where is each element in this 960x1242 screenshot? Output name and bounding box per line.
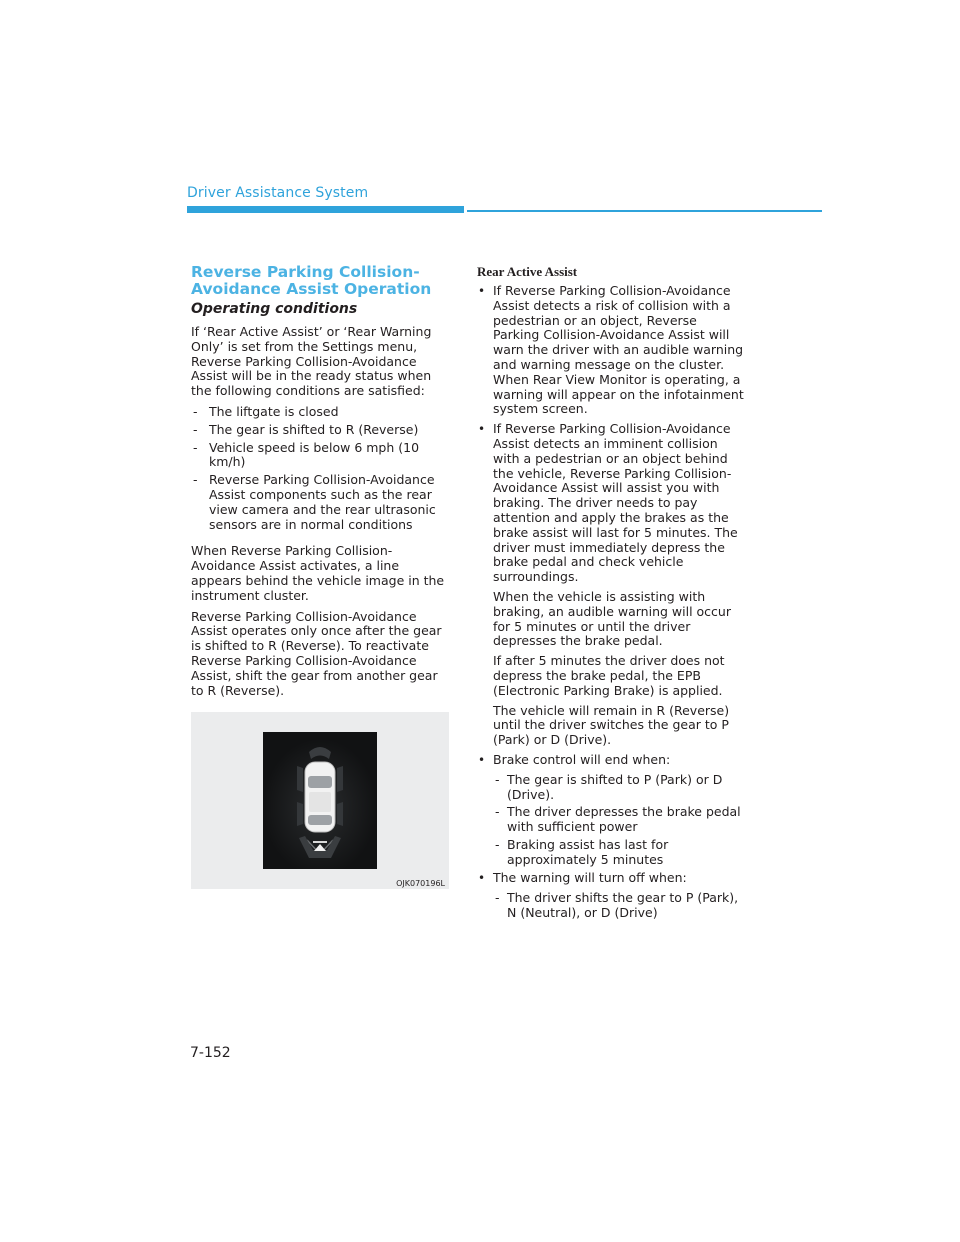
right-column (477, 264, 747, 925)
running-header: Driver Assistance System (187, 185, 369, 201)
cluster-screen (263, 732, 377, 869)
bullet-text: • If Reverse Parking Collision-Avoidance Assist detects an imminent collision with a pedestrian or an object behind the vehicle, Reverse Parking Collision-Avoidance Assist will assist you with braking. The driver needs to pay attention and apply the brakes as the brake assist will last for 5 minutes. The driver must immediately depress the brake pedal and check vehicle surroundings. (493, 421, 738, 585)
bullet-text: • The warning will turn off when: (493, 870, 687, 886)
reactivate-paragraph: Reverse Parking Collision-Avoidance Assist operates only once after the gear is shifted to R (Reverse). To reactivate Reverse Parking Collision-Avoidance Assist, shift the gear from another gear to R (Reverse). (191, 608, 442, 698)
rear-active-assist-list (477, 284, 747, 921)
bullet-item (477, 422, 747, 748)
dash-item: - The gear is shifted to P (Park) or D (Drive). (493, 773, 747, 803)
bullet-text: • Brake control will end when: (493, 751, 671, 767)
bullet-item (477, 284, 747, 417)
condition-item: - The gear is shifted to R (Reverse) (191, 423, 451, 438)
bullet-subparagraph: The vehicle will remain in R (Reverse) until the driver switches the gear to P (Park) or D (Drive). (493, 702, 730, 748)
activation-paragraph: When Reverse Parking Collision-Avoidance Assist activates, a line appears behind the vehicle image in the instrument cluster. (191, 543, 445, 603)
condition-item: - Vehicle speed is below 6 mph (10 km/h) (191, 441, 451, 471)
condition-item: - Reverse Parking Collision-Avoidance Assist components such as the rear view camera and the rear ultrasonic sensors are in normal conditions (191, 473, 451, 532)
rear-active-assist-heading: Rear Active Assist (477, 264, 578, 279)
bullet-item (477, 753, 747, 868)
warning-off-list (493, 891, 747, 921)
cluster-figure (191, 712, 449, 889)
header-rule-thin (467, 210, 822, 212)
dash-item: - Braking assist has last for approximately 5 minutes (493, 838, 747, 868)
header-rule-thick (187, 206, 464, 213)
bullet-item (477, 871, 747, 920)
intro-paragraph: If ‘Rear Active Assist’ or ‘Rear Warning Only’ is set from the Settings menu, Reverse Parking Collision-Avoidance Assist will be in the ready status when the following conditions are satisfied: (191, 324, 432, 399)
page-number: 7-152 (190, 1045, 231, 1061)
operating-conditions-title: Operating conditions (191, 301, 358, 317)
conditions-list (191, 405, 451, 532)
section-title: Reverse Parking Collision-Avoidance Assist Operation (191, 263, 432, 298)
brake-control-end-list (493, 773, 747, 868)
figure-code: OJK070196L (396, 879, 445, 888)
bullet-text: • If Reverse Parking Collision-Avoidance Assist detects a risk of collision with a pedestrian or an object, Reverse Parking Collision-Avoidance Assist will warn the driver with an audible warning and warning message on the cluster. When Rear View Monitor is operating, a warning will appear on the infotainment system screen. (493, 283, 744, 417)
vehicle-top-view-illustration (263, 732, 377, 869)
dash-item: - The driver depresses the brake pedal with sufficient power (493, 805, 747, 835)
bullet-subparagraph: If after 5 minutes the driver does not depress the brake pedal, the EPB (Electronic Parking Brake) is applied. (493, 653, 725, 698)
condition-item: - The liftgate is closed (191, 405, 451, 420)
bullet-subparagraph: When the vehicle is assisting with braking, an audible warning will occur for 5 minutes or until the driver depresses the brake pedal. (493, 588, 731, 649)
dash-item: - The driver shifts the gear to P (Park), N (Neutral), or D (Drive) (493, 891, 747, 921)
left-column (191, 264, 451, 704)
